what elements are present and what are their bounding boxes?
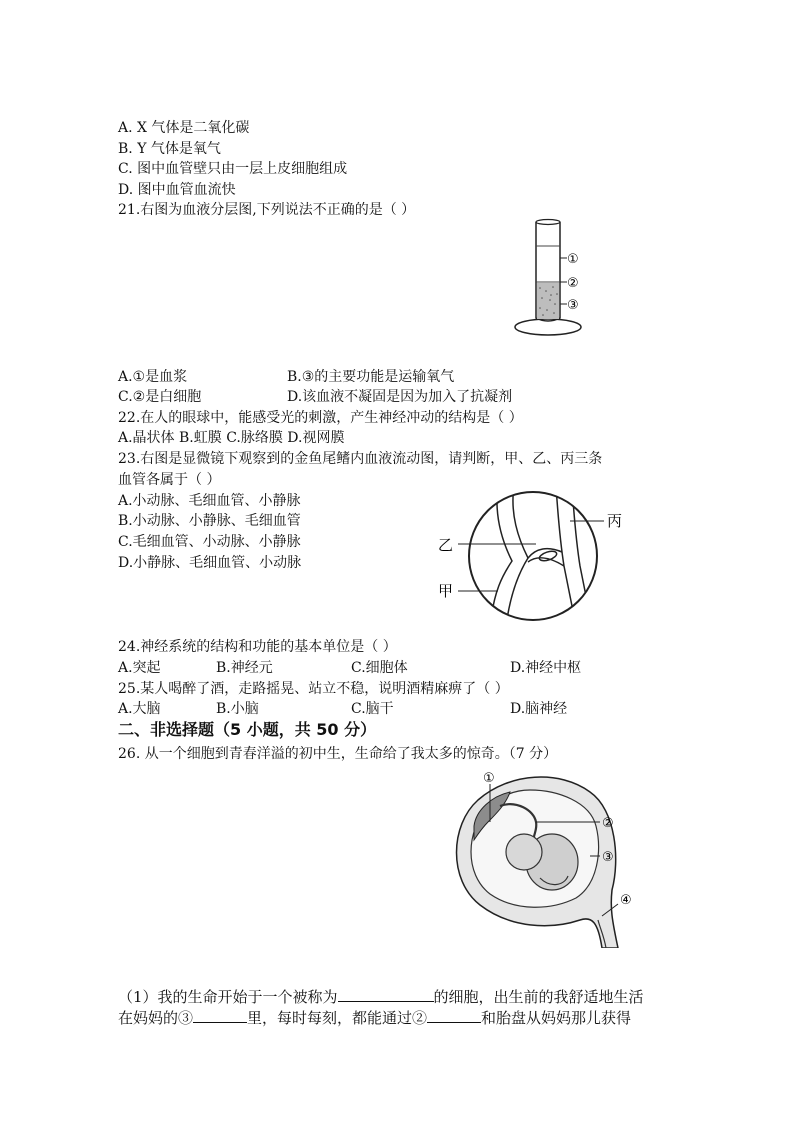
q21-option-a: A.①是血浆	[118, 369, 188, 385]
fish-tail-blood-flow-figure	[432, 486, 632, 634]
tube-label-2: ②	[567, 276, 579, 291]
q23-stem-line1: 23.右图是显微镜下观察到的金鱼尾鳍内血液流动图，请判断，甲、乙、丙三条	[118, 451, 603, 467]
q21-option-c: C.②是白细胞	[118, 389, 202, 405]
q24-option-a: A.突起	[118, 660, 161, 676]
q21-stem: 21.右图为血液分层图,下列说法不正确的是（ ）	[118, 202, 416, 218]
q20-option-d: D. 图中血管血流快	[118, 182, 236, 198]
q26-part1-line1	[118, 987, 644, 1007]
section-heading: 二、非选择题（5 小题，共 50 分）	[118, 720, 377, 739]
q21-option-b: B.③的主要功能是运输氧气	[287, 369, 455, 385]
q25-option-c: C.脑干	[351, 701, 394, 717]
q25-option-d: D.脑神经	[510, 701, 568, 717]
q26-part1-text-d: 里，每时每刻，都能通过②	[247, 1009, 428, 1027]
q23-option-a: A.小动脉、毛细血管、小静脉	[118, 493, 301, 509]
q26-blank-cord[interactable]	[427, 1008, 481, 1023]
q26-blank-cell-name[interactable]	[338, 987, 434, 1002]
q24-option-d: D.神经中枢	[510, 660, 582, 676]
q22-stem: 22.在人的眼球中，能感受光的刺激，产生神经冲动的结构是（ ）	[118, 410, 523, 426]
q24-option-c: C.细胞体	[351, 660, 408, 676]
vessel-label-bing: 丙	[607, 512, 623, 530]
q26-blank-uterus[interactable]	[193, 1008, 247, 1023]
q25-option-b: B.小脑	[216, 701, 259, 717]
q26-part1-text-a: （1）我的生命开始于一个被称为	[118, 988, 338, 1006]
fetus-label-4: ④	[620, 893, 632, 908]
q26-part1-text-c: 在妈妈的③	[118, 1009, 194, 1027]
blood-layer-tube-figure	[510, 216, 600, 340]
q22-options: A.晶状体 B.虹膜 C.脉络膜 D.视网膜	[118, 430, 345, 446]
q21-option-d: D.该血液不凝固是因为加入了抗凝剂	[287, 389, 513, 405]
vessel-label-yi: 乙	[438, 536, 454, 554]
fetus-label-2: ②	[602, 816, 614, 831]
q25-option-a: A.大脑	[118, 701, 161, 717]
q20-option-c: C. 图中血管壁只由一层上皮细胞组成	[118, 161, 348, 177]
q23-option-d: D.小静脉、毛细血管、小动脉	[118, 555, 302, 571]
q26-part1-text-e: 和胎盘从妈妈那儿获得	[481, 1009, 632, 1027]
q26-stem: 26. 从一个细胞到青春洋溢的初中生，生命给了我太多的惊奇。（7 分）	[118, 746, 558, 762]
vessel-label-jia: 甲	[438, 582, 454, 600]
q24-option-b: B.神经元	[216, 660, 273, 676]
q20-option-a: A. X 气体是二氧化碳	[118, 120, 250, 136]
q26-part1-text-b: 的细胞，出生前的我舒适地生活	[433, 988, 644, 1006]
fetus-label-3: ③	[602, 850, 614, 865]
q24-stem: 24.神经系统的结构和功能的基本单位是（ ）	[118, 639, 397, 655]
q26-part1-line2	[118, 1008, 631, 1028]
q23-option-c: C.毛细血管、小动脉、小静脉	[118, 534, 301, 550]
fetus-uterus-figure	[440, 770, 640, 948]
q20-option-b: B. Y 气体是氧气	[118, 141, 221, 157]
q25-stem: 25.某人喝醉了酒，走路摇晃、站立不稳，说明酒精麻痹了（ ）	[118, 681, 509, 697]
q23-option-b: B.小动脉、小静脉、毛细血管	[118, 513, 301, 529]
fetus-label-1: ①	[483, 771, 495, 786]
q23-stem-line2: 血管各属于（ ）	[118, 472, 221, 488]
tube-label-1: ①	[567, 252, 579, 267]
tube-label-3: ③	[567, 298, 579, 313]
